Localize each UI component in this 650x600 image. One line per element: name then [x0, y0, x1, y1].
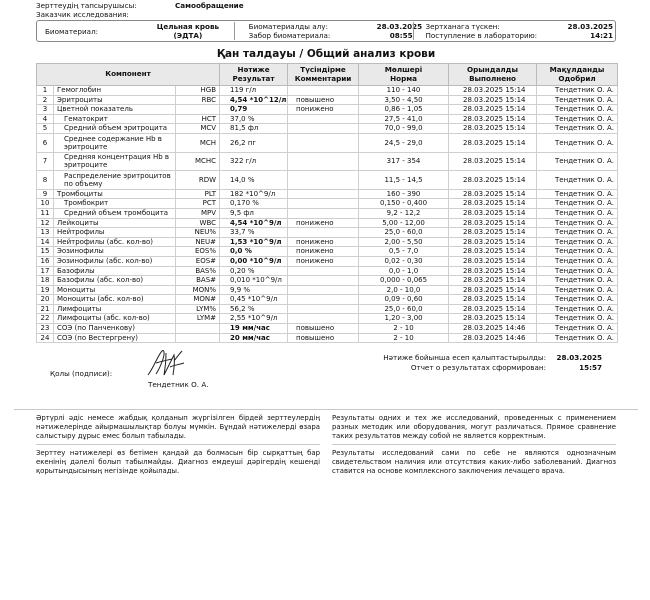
test-result: 1,53 *10^9/л — [220, 237, 288, 247]
header-norm: Мөлшері Норма — [359, 64, 449, 86]
test-name: Средняя концентрация Hb в эритроците — [54, 152, 176, 171]
test-comment — [288, 124, 359, 134]
test-code: RBC — [176, 95, 220, 105]
test-approver: Тендетник О. А. — [537, 189, 618, 199]
table-row — [37, 124, 618, 134]
test-approver: Тендетник О. А. — [537, 285, 618, 295]
note-ru-2: Результаты исследований сами по себе не являются однозначным свидетельством наличия или отсутствия каких-либо заболеваний. Диагноз ставится на основе комплексного заключения лечащего врача. — [332, 449, 616, 476]
note-ru-1: Результаты одних и тех же исследований, проведенных с применением разных методик или оборудования, могут различаться. Прямое сравнение таких результатов между собой не является корректным. — [332, 414, 616, 441]
test-approver: Тендетник О. А. — [537, 256, 618, 266]
test-norm: 0,02 - 0,30 — [359, 256, 449, 266]
biomaterial-value — [142, 21, 234, 41]
test-approver: Тендетник О. А. — [537, 218, 618, 228]
test-norm: 2,0 - 10,0 — [359, 285, 449, 295]
section-divider — [14, 409, 638, 410]
table-row — [37, 256, 618, 266]
test-comment — [288, 228, 359, 238]
table-row — [37, 189, 618, 199]
table-row — [37, 304, 618, 314]
test-norm: 5,00 - 12,00 — [359, 218, 449, 228]
test-result: 0,010 *10^9/л — [220, 276, 288, 286]
test-norm: 0,000 - 0,065 — [359, 276, 449, 286]
test-result: 4,54 *10^9/л — [220, 218, 288, 228]
test-code: MON% — [176, 285, 220, 295]
row-number: 12 — [37, 218, 54, 228]
notes-ru — [332, 414, 616, 479]
test-code: BAS% — [176, 266, 220, 276]
collection-block — [235, 22, 423, 40]
test-name: Среднее содержание Hb в эритроците — [54, 133, 176, 152]
test-approver: Тендетник О. А. — [537, 171, 618, 190]
orderer-value: Самообращение — [175, 1, 244, 10]
test-comment — [288, 171, 359, 190]
test-done-time: 28.03.2025 15:14 — [449, 256, 537, 266]
test-result: 33,7 % — [220, 228, 288, 238]
test-norm: 24,5 - 29,0 — [359, 133, 449, 152]
row-number: 11 — [37, 208, 54, 218]
test-comment: понижено — [288, 256, 359, 266]
test-norm: 70,0 - 99,0 — [359, 124, 449, 134]
test-result: 26,2 пг — [220, 133, 288, 152]
test-approver: Тендетник О. А. — [537, 133, 618, 152]
orderer-label: Зерттеудің тапсырушысы: — [36, 1, 137, 10]
test-code: PCT — [176, 199, 220, 209]
test-code: NEU# — [176, 237, 220, 247]
test-name: Базофилы — [54, 266, 176, 276]
row-number: 13 — [37, 228, 54, 238]
test-comment — [288, 266, 359, 276]
test-name: Распределение эритроцитов по объему — [54, 171, 176, 190]
row-number: 9 — [37, 189, 54, 199]
test-code: PLT — [176, 189, 220, 199]
test-name: Лимфоциты (абс. кол-во) — [54, 314, 176, 324]
signature-area — [36, 345, 616, 409]
test-norm: 0,86 - 1,05 — [359, 105, 449, 115]
test-norm: 9,2 - 12,2 — [359, 208, 449, 218]
test-code: EOS% — [176, 247, 220, 257]
test-done-time: 28.03.2025 15:14 — [449, 124, 537, 134]
row-number: 15 — [37, 247, 54, 257]
row-number: 20 — [37, 295, 54, 305]
table-row — [37, 314, 618, 324]
test-code: HGB — [176, 86, 220, 96]
test-code: MCV — [176, 124, 220, 134]
test-comment — [288, 86, 359, 96]
table-row — [37, 208, 618, 218]
row-number: 6 — [37, 133, 54, 152]
table-row — [37, 295, 618, 305]
test-name: Тромбоциты — [54, 189, 176, 199]
row-number: 10 — [37, 199, 54, 209]
generated-date: 28.03.2025 — [556, 353, 602, 363]
lab-time: 14:21 — [590, 31, 613, 40]
test-approver: Тендетник О. А. — [537, 237, 618, 247]
test-code: MON# — [176, 295, 220, 305]
collection-time: 08:55 — [389, 31, 413, 40]
row-number: 3 — [37, 105, 54, 115]
orderer-block — [36, 0, 616, 19]
table-row — [37, 199, 618, 209]
test-result: 4,54 *10^12/л — [220, 95, 288, 105]
orderer-line — [36, 1, 616, 10]
notes-kz — [36, 414, 320, 479]
biomaterial-label: Биоматериал: — [45, 26, 99, 36]
note-divider — [36, 444, 320, 445]
lab-label-kz: Зертханага түскен: — [425, 22, 500, 31]
test-comment — [288, 199, 359, 209]
test-code: EOS# — [176, 256, 220, 266]
test-name: Лейкоциты — [54, 218, 176, 228]
table-row — [37, 247, 618, 257]
lab-label-ru: Поступление в лабораторию: — [425, 31, 538, 40]
test-approver: Тендетник О. А. — [537, 333, 618, 343]
test-name: Нейтрофилы (абс. кол-во) — [54, 237, 176, 247]
test-comment — [288, 189, 359, 199]
test-approver: Тендетник О. А. — [537, 95, 618, 105]
test-approver: Тендетник О. А. — [537, 114, 618, 124]
table-header-row — [37, 64, 618, 86]
test-done-time: 28.03.2025 15:14 — [449, 266, 537, 276]
test-approver: Тендетник О. А. — [537, 199, 618, 209]
test-done-time: 28.03.2025 15:14 — [449, 86, 537, 96]
test-norm: 110 - 140 — [359, 86, 449, 96]
test-code: HCT — [176, 114, 220, 124]
test-result: 14,0 % — [220, 171, 288, 190]
test-approver: Тендетник О. А. — [537, 105, 618, 115]
test-result: 81,5 фл — [220, 124, 288, 134]
header-comment: Түсіндірме Комментарии — [288, 64, 359, 86]
collection-date: 28.03.2025 — [376, 22, 423, 31]
note-kz-2: Зерттеу нәтижелері өз бетімен қандай да болмасын бір сырқаттың бар екенінің дәлелі болып табылмайды. Диагноз емдеуші дәрігердің кешенді қорытындысының негізінде қойылады. — [36, 449, 320, 476]
test-approver: Тендетник О. А. — [537, 304, 618, 314]
table-row — [37, 152, 618, 171]
test-done-time: 28.03.2025 15:14 — [449, 199, 537, 209]
table-row — [37, 285, 618, 295]
test-comment — [288, 314, 359, 324]
table-row — [37, 95, 618, 105]
row-number: 24 — [37, 333, 54, 343]
test-approver: Тендетник О. А. — [537, 228, 618, 238]
test-done-time: 28.03.2025 14:46 — [449, 324, 537, 334]
test-approver: Тендетник О. А. — [537, 276, 618, 286]
test-result: 9,9 % — [220, 285, 288, 295]
results-table — [36, 63, 618, 343]
row-number: 23 — [37, 324, 54, 334]
test-norm: 11,5 - 14,5 — [359, 171, 449, 190]
row-number: 5 — [37, 124, 54, 134]
test-comment: понижено — [288, 247, 359, 257]
test-done-time: 28.03.2025 15:14 — [449, 304, 537, 314]
test-comment: понижено — [288, 218, 359, 228]
test-comment — [288, 304, 359, 314]
test-name: Тромбокрит — [54, 199, 176, 209]
test-name: СОЭ (по Вестергрену) — [54, 333, 176, 343]
test-name: Моноциты — [54, 285, 176, 295]
test-norm: 160 - 390 — [359, 189, 449, 199]
table-row — [37, 228, 618, 238]
test-norm: 3,50 - 4,50 — [359, 95, 449, 105]
test-result: 56,2 % — [220, 304, 288, 314]
test-comment — [288, 133, 359, 152]
test-comment: повышено — [288, 333, 359, 343]
test-name: Гемоглобин — [54, 86, 176, 96]
test-approver: Тендетник О. А. — [537, 314, 618, 324]
signature-image — [144, 347, 188, 381]
note-kz-1: Әртүрлі әдіс немесе жабдық қолданып жүргізілген бірдей зерттеулердің нәтижелерінде айырмашылықтар болуы мүмкін. Бұндай нәтижелерді өзара салыстыру дұрыс емес болып табылады. — [36, 414, 320, 441]
test-name: Цветной показатель — [54, 105, 176, 115]
test-comment — [288, 276, 359, 286]
test-result: 0,0 % — [220, 247, 288, 257]
table-row — [37, 114, 618, 124]
lab-date: 28.03.2025 — [567, 22, 613, 31]
test-norm: 1,20 - 3,00 — [359, 314, 449, 324]
test-name: Гематокрит — [54, 114, 176, 124]
table-row — [37, 324, 618, 334]
test-done-time: 28.03.2025 15:14 — [449, 171, 537, 190]
header-result: Нәтиже Результат — [220, 64, 288, 86]
test-comment: понижено — [288, 237, 359, 247]
table-row — [37, 133, 618, 152]
test-done-time: 28.03.2025 15:14 — [449, 105, 537, 115]
test-approver: Тендетник О. А. — [537, 266, 618, 276]
row-number: 21 — [37, 304, 54, 314]
test-code — [176, 324, 220, 334]
test-comment: понижено — [288, 105, 359, 115]
orderer-line-ru — [36, 10, 616, 19]
header-approved: Мақұлданды Одобрил — [537, 64, 618, 86]
test-name: Средний объем эритроцита — [54, 124, 176, 134]
header-component: Компонент — [37, 64, 220, 86]
test-done-time: 28.03.2025 15:14 — [449, 276, 537, 286]
test-code: WBC — [176, 218, 220, 228]
test-code: RDW — [176, 171, 220, 190]
test-comment — [288, 295, 359, 305]
table-row — [37, 333, 618, 343]
test-done-time: 28.03.2025 15:14 — [449, 95, 537, 105]
row-number: 2 — [37, 95, 54, 105]
orderer-label-ru: Заказчик исследования: — [36, 10, 129, 19]
test-norm: 2,00 - 5,50 — [359, 237, 449, 247]
test-result: 20 мм/час — [220, 333, 288, 343]
table-row — [37, 171, 618, 190]
table-row — [37, 276, 618, 286]
test-result: 0,45 *10^9/л — [220, 295, 288, 305]
row-number: 7 — [37, 152, 54, 171]
test-norm: 317 - 354 — [359, 152, 449, 171]
disclaimer-notes — [36, 414, 616, 479]
signature-label: Қолы (подписи): — [50, 369, 113, 379]
biomaterial-value-line1: Цельная кровь — [156, 22, 220, 31]
test-name: Эозинофилы (абс. кол-во) — [54, 256, 176, 266]
test-code: MPV — [176, 208, 220, 218]
test-done-time: 28.03.2025 15:14 — [449, 208, 537, 218]
test-name: Базофилы (абс. кол-во) — [54, 276, 176, 286]
test-result: 182 *10^9/л — [220, 189, 288, 199]
test-result: 119 г/л — [220, 86, 288, 96]
test-result: 322 г/л — [220, 152, 288, 171]
test-done-time: 28.03.2025 15:14 — [449, 314, 537, 324]
note-divider — [332, 444, 616, 445]
test-done-time: 28.03.2025 15:14 — [449, 133, 537, 152]
test-code: LYM% — [176, 304, 220, 314]
test-done-time: 28.03.2025 15:14 — [449, 218, 537, 228]
test-done-time: 28.03.2025 15:14 — [449, 295, 537, 305]
test-code — [176, 105, 220, 115]
test-comment — [288, 114, 359, 124]
test-code: MCHC — [176, 152, 220, 171]
test-comment — [288, 208, 359, 218]
row-number: 1 — [37, 86, 54, 96]
test-comment: повышено — [288, 324, 359, 334]
test-result: 9,5 фл — [220, 208, 288, 218]
table-row — [37, 218, 618, 228]
row-number: 22 — [37, 314, 54, 324]
test-result: 19 мм/час — [220, 324, 288, 334]
header-done: Орындалды Выполнено — [449, 64, 537, 86]
test-result: 0,20 % — [220, 266, 288, 276]
generated-time: 15:57 — [579, 363, 602, 373]
table-row — [37, 266, 618, 276]
specimen-info-box — [36, 20, 616, 42]
test-result: 0,79 — [220, 105, 288, 115]
test-done-time: 28.03.2025 14:46 — [449, 333, 537, 343]
row-number: 18 — [37, 276, 54, 286]
test-name: Моноциты (абс. кол-во) — [54, 295, 176, 305]
test-approver: Тендетник О. А. — [537, 247, 618, 257]
test-name: Эозинофилы — [54, 247, 176, 257]
row-number: 16 — [37, 256, 54, 266]
test-norm: 0,150 - 0,400 — [359, 199, 449, 209]
report-generated-block — [383, 353, 602, 373]
test-code: MCH — [176, 133, 220, 152]
test-result: 2,55 *10^9/л — [220, 314, 288, 324]
test-name: Нейтрофилы — [54, 228, 176, 238]
test-code: LYM# — [176, 314, 220, 324]
test-name: Эритроциты — [54, 95, 176, 105]
test-name: Лимфоциты — [54, 304, 176, 314]
test-norm: 0,5 - 7,0 — [359, 247, 449, 257]
test-code: BAS# — [176, 276, 220, 286]
test-name: СОЭ (по Панченкову) — [54, 324, 176, 334]
test-result: 0,170 % — [220, 199, 288, 209]
row-number: 17 — [37, 266, 54, 276]
report-title: Қан талдауы / Общий анализ крови — [216, 48, 436, 60]
generated-label-ru: Отчет о результатах сформирован: — [410, 363, 546, 373]
row-number: 8 — [37, 171, 54, 190]
test-result: 0,00 *10^9/л — [220, 256, 288, 266]
test-norm: 25,0 - 60,0 — [359, 228, 449, 238]
collection-label-ru: Забор биоматериала: — [248, 31, 331, 40]
test-norm: 0,0 - 1,0 — [359, 266, 449, 276]
test-done-time: 28.03.2025 15:14 — [449, 228, 537, 238]
test-approver: Тендетник О. А. — [537, 86, 618, 96]
row-number: 19 — [37, 285, 54, 295]
test-comment — [288, 152, 359, 171]
test-name: Средний объем тромбоцита — [54, 208, 176, 218]
generated-label-kz: Нәтиже бойынша есеп қалыптастырылды: — [383, 353, 546, 363]
test-comment — [288, 285, 359, 295]
test-norm: 25,0 - 60,0 — [359, 304, 449, 314]
test-done-time: 28.03.2025 15:14 — [449, 247, 537, 257]
test-code: NEU% — [176, 228, 220, 238]
test-done-time: 28.03.2025 15:14 — [449, 189, 537, 199]
test-done-time: 28.03.2025 15:14 — [449, 152, 537, 171]
test-result: 37,0 % — [220, 114, 288, 124]
test-norm: 0,09 - 0,60 — [359, 295, 449, 305]
lab-arrival-block — [414, 22, 615, 40]
signer-name: Тендетник О. А. — [148, 380, 209, 390]
test-done-time: 28.03.2025 15:14 — [449, 285, 537, 295]
collection-label-kz: Биоматериалды алу: — [248, 22, 328, 31]
test-norm: 2 - 10 — [359, 333, 449, 343]
table-row — [37, 105, 618, 115]
test-done-time: 28.03.2025 15:14 — [449, 237, 537, 247]
test-code — [176, 333, 220, 343]
row-number: 4 — [37, 114, 54, 124]
test-approver: Тендетник О. А. — [537, 152, 618, 171]
test-approver: Тендетник О. А. — [537, 324, 618, 334]
table-row — [37, 86, 618, 96]
biomaterial-value-line2: (ЭДТА) — [173, 31, 203, 40]
test-norm: 27,5 - 41,0 — [359, 114, 449, 124]
test-approver: Тендетник О. А. — [537, 208, 618, 218]
test-done-time: 28.03.2025 15:14 — [449, 114, 537, 124]
test-comment: повышено — [288, 95, 359, 105]
test-approver: Тендетник О. А. — [537, 295, 618, 305]
table-row — [37, 237, 618, 247]
row-number: 14 — [37, 237, 54, 247]
test-norm: 2 - 10 — [359, 324, 449, 334]
test-approver: Тендетник О. А. — [537, 124, 618, 134]
